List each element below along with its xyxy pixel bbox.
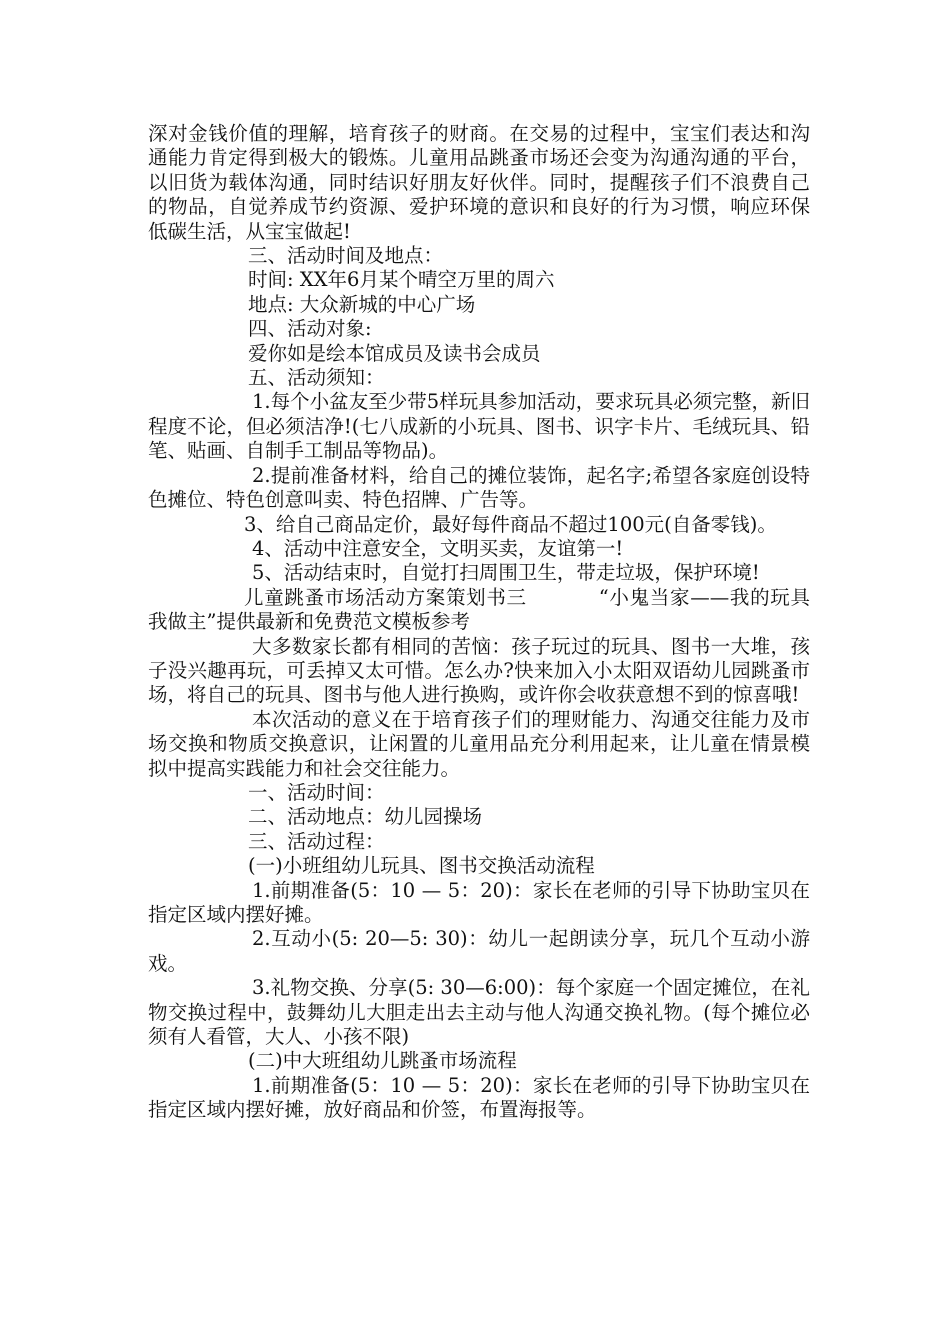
paragraph: 深对金钱价值的理解，培育孩子的财商。在交易的过程中，宝宝们表达和沟通能力肯定得到极大的锻炼。儿童用品跳蚤市场还会变为沟通沟通的平台，以旧货为载体沟通，同时结识好朋友好伙伴。同时，提醒孩子们不浪费自己的物品，自觉养成节约资源、爱护环境的意识和良好的行为习惯，响应环保低碳生活，从宝宝做起! bbox=[148, 122, 810, 243]
paragraph: 大多数家长都有相同的苦恼：孩子玩过的玩具、图书一大堆，孩子没兴趣再玩，可丢掉又太可惜。怎么办?快来加入小太阳双语幼儿园跳蚤市场，将自己的玩具、图书与他人进行换购，或许你会收获意想不到的惊喜哦! bbox=[148, 634, 810, 707]
activity-place: 地点: 大众新城的中心广场 bbox=[248, 292, 476, 316]
subsection-heading-small-class: (一)小班组幼儿玩具、图书交换活动流程 bbox=[248, 854, 595, 878]
note-item-4: 4、活动中注意安全，文明买卖，友谊第一! bbox=[252, 536, 624, 560]
section-heading-notes: 五、活动须知： bbox=[248, 366, 385, 390]
note-item-1: 1.每个小盆友至少带5样玩具参加活动，要求玩具必须完整，新旧程度不论，但必须洁净!(七八成新的小玩具、图书、识字卡片、毛绒玩具、铅笔、贴画、自制手工制品等物品)。 bbox=[148, 390, 810, 463]
note-item-5: 5、活动结束时，自觉打扫周围卫生，带走垃圾，保护环境! bbox=[252, 561, 760, 585]
document-body bbox=[148, 122, 810, 1123]
section-heading-time: 一、活动时间： bbox=[248, 780, 385, 804]
activity-audience: 爱你如是绘本馆成员及读书会成员 bbox=[248, 341, 541, 365]
process-step-3: 3.礼物交换、分享(5: 30—6:00)：每个家庭一个固定摊位，在礼物交换过程中，鼓舞幼儿大胆走出去主动与他人沟通交换礼物。(每个摊位必须有人看管，大人、小孩不限) bbox=[148, 976, 810, 1049]
process-step-2: 2.互动小(5: 20—5: 30)：幼儿一起朗读分享，玩几个互动小游戏。 bbox=[148, 927, 810, 975]
process-step-1: 1.前期准备(5：10 — 5：20)：家长在老师的引导下协助宝贝在指定区域内摆好摊。 bbox=[148, 878, 810, 926]
plan-title-main: 儿童跳蚤市场活动方案策划书三 bbox=[244, 585, 527, 609]
subsection-heading-mid-large-class: (二)中大班组幼儿跳蚤市场流程 bbox=[248, 1049, 517, 1073]
note-item-2: 2.提前准备材料，给自己的摊位装饰，起名字;希望各家庭创设特色摊位、特色创意叫卖、特色招牌、广告等。 bbox=[148, 463, 810, 512]
section-heading-process: 三、活动过程： bbox=[248, 829, 385, 853]
process-step-1-mid-large: 1.前期准备(5：10 — 5：20)：家长在老师的引导下协助宝贝在指定区域内摆好摊，放好商品和价签，布置海报等。 bbox=[148, 1073, 810, 1122]
section-heading-audience: 四、活动对象: bbox=[248, 317, 372, 341]
plan-title bbox=[148, 586, 810, 635]
activity-time: 时间: XX年6月某个晴空万里的周六 bbox=[248, 268, 555, 292]
note-item-3: 3、给自己商品定价，最好每件商品不超过100元(自备零钱)。 bbox=[244, 512, 777, 536]
paragraph: 本次活动的意义在于培育孩子们的理财能力、沟通交往能力及市场交换和物质交换意识，让闲置的儿童用品充分利用起来，让儿童在情景模拟中提高实践能力和社会交往能力。 bbox=[148, 707, 810, 780]
section-heading-time-place: 三、活动时间及地点： bbox=[248, 244, 444, 268]
section-heading-place: 二、活动地点：幼儿园操场 bbox=[248, 805, 483, 829]
plan-title-sub: “小鬼当家——我的玩具我做主”提供最新和免费范文模板参考 bbox=[148, 585, 810, 634]
